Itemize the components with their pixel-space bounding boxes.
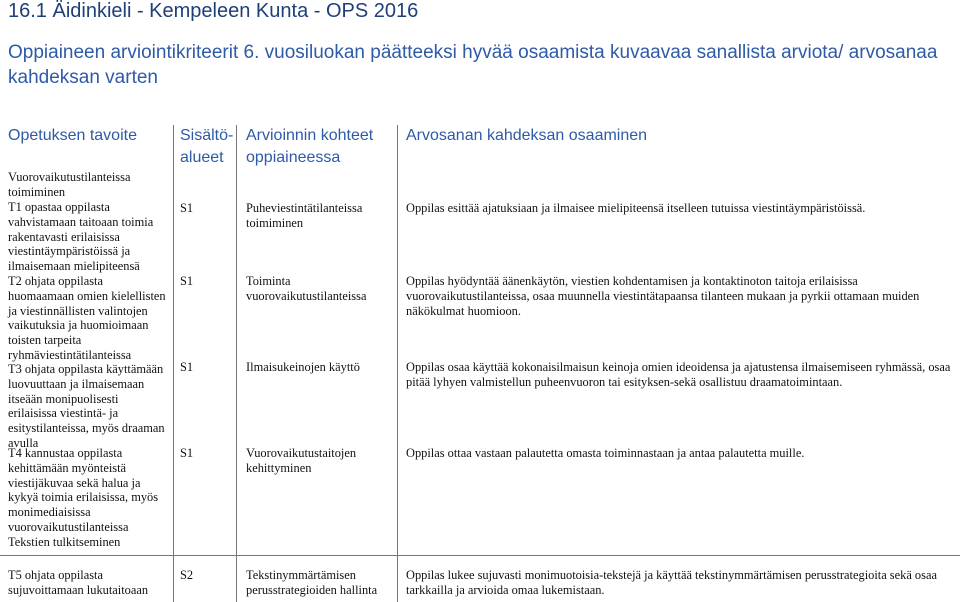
assessment-target-cell: Toiminta vuorovaikutustilanteissa [246, 274, 367, 303]
criterion-cell: Oppilas osaa käyttää kokonaisilmaisun keinoja omien ideoidensa ja ajatustensa ilmaisemiseen ryhmässä, osaa pitää lyhyen valmistellun puheenvuoron tai esityksen-sekä osallistuu draamatoimintaan. [406, 360, 951, 389]
goal-item: T4 kannustaa oppilasta kehittämään myönteistä viestijäkuvaa sekä halua ja kykyä toimia erilaisissa, myös monimediaisissa vuorovaikutustilanteissa [8, 446, 159, 534]
goal-item: T5 ohjata oppilasta sujuvoittamaan lukutaitoaan [8, 568, 149, 597]
goal-item: T1 opastaa oppilasta vahvistamaan taitoaan toimia rakentavasti erilaisissa viestintäympäristöissä ja ilmaisemaan mielipiteensä [8, 200, 154, 274]
column-header-goal: Opetuksen tavoite [8, 127, 137, 144]
assessment-target-cell: Vuorovaikutustaitojen kehittyminen [246, 446, 357, 475]
assessment-target-cell: Tekstinymmärtämisen perusstrategioiden hallinta [246, 568, 378, 597]
goal-group-heading: Tekstien tulkitseminen [8, 535, 121, 549]
content-area-cell: S1 [180, 201, 194, 215]
page-title: 16.1 Äidinkieli - Kempeleen Kunta - OPS 2016 [8, 0, 419, 22]
content-area-cell: S1 [180, 446, 194, 460]
criterion-cell: Oppilas lukee sujuvasti monimuotoisia-tekstejä ja käyttää tekstinymmärtämisen perusstrategioita sekä osaa tarkkailla ja arvioida omaa lukemistaan. [406, 568, 937, 597]
criterion-cell: Oppilas ottaa vastaan palautetta omasta toiminnastaan ja antaa palautetta muille. [406, 446, 805, 460]
table-divider [236, 125, 237, 602]
content-area-cell: S2 [180, 568, 194, 582]
table-divider [0, 555, 960, 556]
column-header-grade-eight: Arvosanan kahdeksan osaaminen [406, 127, 648, 144]
page-subtitle: Oppiaineen arviointikriteerit 6. vuosiluokan päätteeksi hyvää osaamista kuvaavaa sanallista arviota/ arvosanaa kahdeksan varten [8, 42, 938, 88]
assessment-target-cell: Ilmaisukeinojen käyttö [246, 360, 360, 374]
goal-item: T2 ohjata oppilasta huomaamaan omien kielellisten ja viestinnällisten valintojen vaikutuksia ja huomioimaan toisten tarpeita ryhmäviestintätilanteissa [8, 274, 166, 362]
content-area-cell: S1 [180, 360, 194, 374]
table-divider [397, 125, 398, 602]
column-header-assessment-targets: Arvioinnin kohteet oppiaineessa [246, 127, 374, 166]
table-divider [173, 125, 174, 602]
column-header-content-areas: Sisältö-alueet [180, 127, 234, 166]
goal-group-heading: Vuorovaikutustilanteissa toimiminen [8, 170, 131, 199]
criterion-cell: Oppilas hyödyntää äänenkäytön, viestien kohdentamisen ja kontaktinoton taitoja erilaisissa vuorovaikutustilanteissa, osaa muunnella viestintätapaansa tilanteen mukaan ja pyrkii ottamaan muiden näkökulmat huomioon. [406, 274, 920, 318]
content-area-cell: S1 [180, 274, 194, 288]
criterion-cell: Oppilas esittää ajatuksiaan ja ilmaisee mielipiteensä itselleen tutuissa viestintäympäristöissä. [406, 201, 866, 215]
assessment-target-cell: Puheviestintätilanteissa toimiminen [246, 201, 363, 230]
goal-item: T3 ohjata oppilasta käyttämään luovuuttaan ja ilmaisemaan itseään monipuolisesti erilaisissa viestintä- ja esitystilanteissa, myös draaman avulla [8, 362, 165, 450]
